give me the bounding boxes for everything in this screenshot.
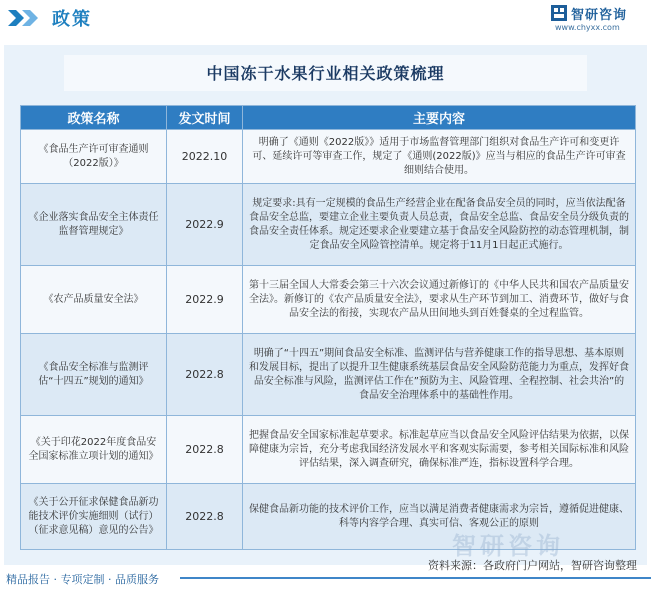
column-header: 政策名称 xyxy=(21,106,167,130)
footer-divider xyxy=(180,577,651,579)
content-panel xyxy=(4,45,647,572)
page-footer xyxy=(0,567,651,589)
policy-date: 2022.8 xyxy=(167,334,243,416)
policy-name: 《关于公开征求保健食品新功能技术评价实施细则（试行）（征求意见稿）意见的公告》 xyxy=(21,484,167,550)
policy-date: 2022.10 xyxy=(167,130,243,184)
policy-name: 《食品安全标准与监测评估“十四五”规划的通知》 xyxy=(21,334,167,416)
policy-name: 《食品生产许可审查通则（2022版）》 xyxy=(21,130,167,184)
page-header xyxy=(0,0,651,36)
table-row xyxy=(21,416,636,484)
table-row xyxy=(21,266,636,334)
source-note: 资料来源：各政府门户网站，智研咨询整理 xyxy=(428,559,637,572)
policy-content: 明确了“十四五”期间食品安全标准、监测评估与营养健康工作的指导思想、基本原则和发展目标，提出了以提升卫生健康系统基层食品安全风险防范能力为重点，发挥好食品安全标准与风险，监测评估工作在”预防为主、风险管理、全程控制、社会共治”的食品安全治理体系中的基础性作用。 xyxy=(243,334,636,416)
table-row xyxy=(21,130,636,184)
policy-date: 2022.8 xyxy=(167,416,243,484)
table-row xyxy=(21,334,636,416)
policy-name: 《关于印花2022年度食品安全国家标准立项计划的通知》 xyxy=(21,416,167,484)
policy-content: 规定要求:具有一定规模的食品生产经营企业在配备食品安全员的同时，应当依法配备食品安全总监，要建立企业主要负责人员总责，食品安全总监、食品安全员分级负责的食品安全责任体系。规定还要求企业要建立基于食品安全风险防控的动态管理机制，制定食品安全风险管控清单。规定将于11月1日起正式施行。 xyxy=(243,184,636,266)
table-header-row xyxy=(21,106,636,130)
policy-date: 2022.8 xyxy=(167,484,243,550)
logo-mark-icon xyxy=(551,5,567,21)
table-title: 中国冻干水果行业相关政策梳理 xyxy=(206,64,445,83)
double-chevron-icon xyxy=(8,8,44,28)
table-row xyxy=(21,184,636,266)
policy-name: 《农产品质量安全法》 xyxy=(21,266,167,334)
footer-slogan: 精品报告 · 专项定制 · 品质服务 xyxy=(6,573,159,586)
column-header: 发文时间 xyxy=(167,106,243,130)
section-title: 政策 xyxy=(52,9,92,30)
policy-date: 2022.9 xyxy=(167,184,243,266)
policy-date: 2022.9 xyxy=(167,266,243,334)
policy-content: 保健食品新功能的技术评价工作，应当以满足消费者健康需求为宗旨，遵循促进健康、科等内容学合理、真实可信、客观公正的原则 xyxy=(243,484,636,550)
logo-name: 智研咨询 xyxy=(571,8,628,23)
policy-name: 《企业落实食品安全主体责任监督管理规定》 xyxy=(21,184,167,266)
brand-logo xyxy=(551,3,643,35)
column-header: 主要内容 xyxy=(243,106,636,130)
watermark: 智研咨询 xyxy=(452,532,564,560)
policy-content: 明确了《通则《2022版》》适用于市场监督管理部门组织对食品生产许可和变更许可、延续许可等审查工作，规定了《通则(2022版)》应当与相应的食品生产许可审查细则结合使用。 xyxy=(243,130,636,184)
policy-table xyxy=(20,105,636,550)
policy-content: 第十三届全国人大常委会第三十六次会议通过新修订的《中华人民共和国农产品质量安全法》。新修订的《农产品质量安全法》，要求从生产环节到加工、消费环节，做好与食品安全法的衔接，实现农产品从田间地头到百姓餐桌的全过程监管。 xyxy=(243,266,636,334)
logo-url: www.chyxx.com xyxy=(555,23,620,32)
policy-content: 把握食品安全国家标准起草要求。标准起草应当以食品安全风险评估结果为依据，以保障健康为宗旨，充分考虑我国经济发展水平和客观实际需要，参考相关国际标准和风险评估结果，深入调查研究，确保标准严连，指标设置科学合理。 xyxy=(243,416,636,484)
